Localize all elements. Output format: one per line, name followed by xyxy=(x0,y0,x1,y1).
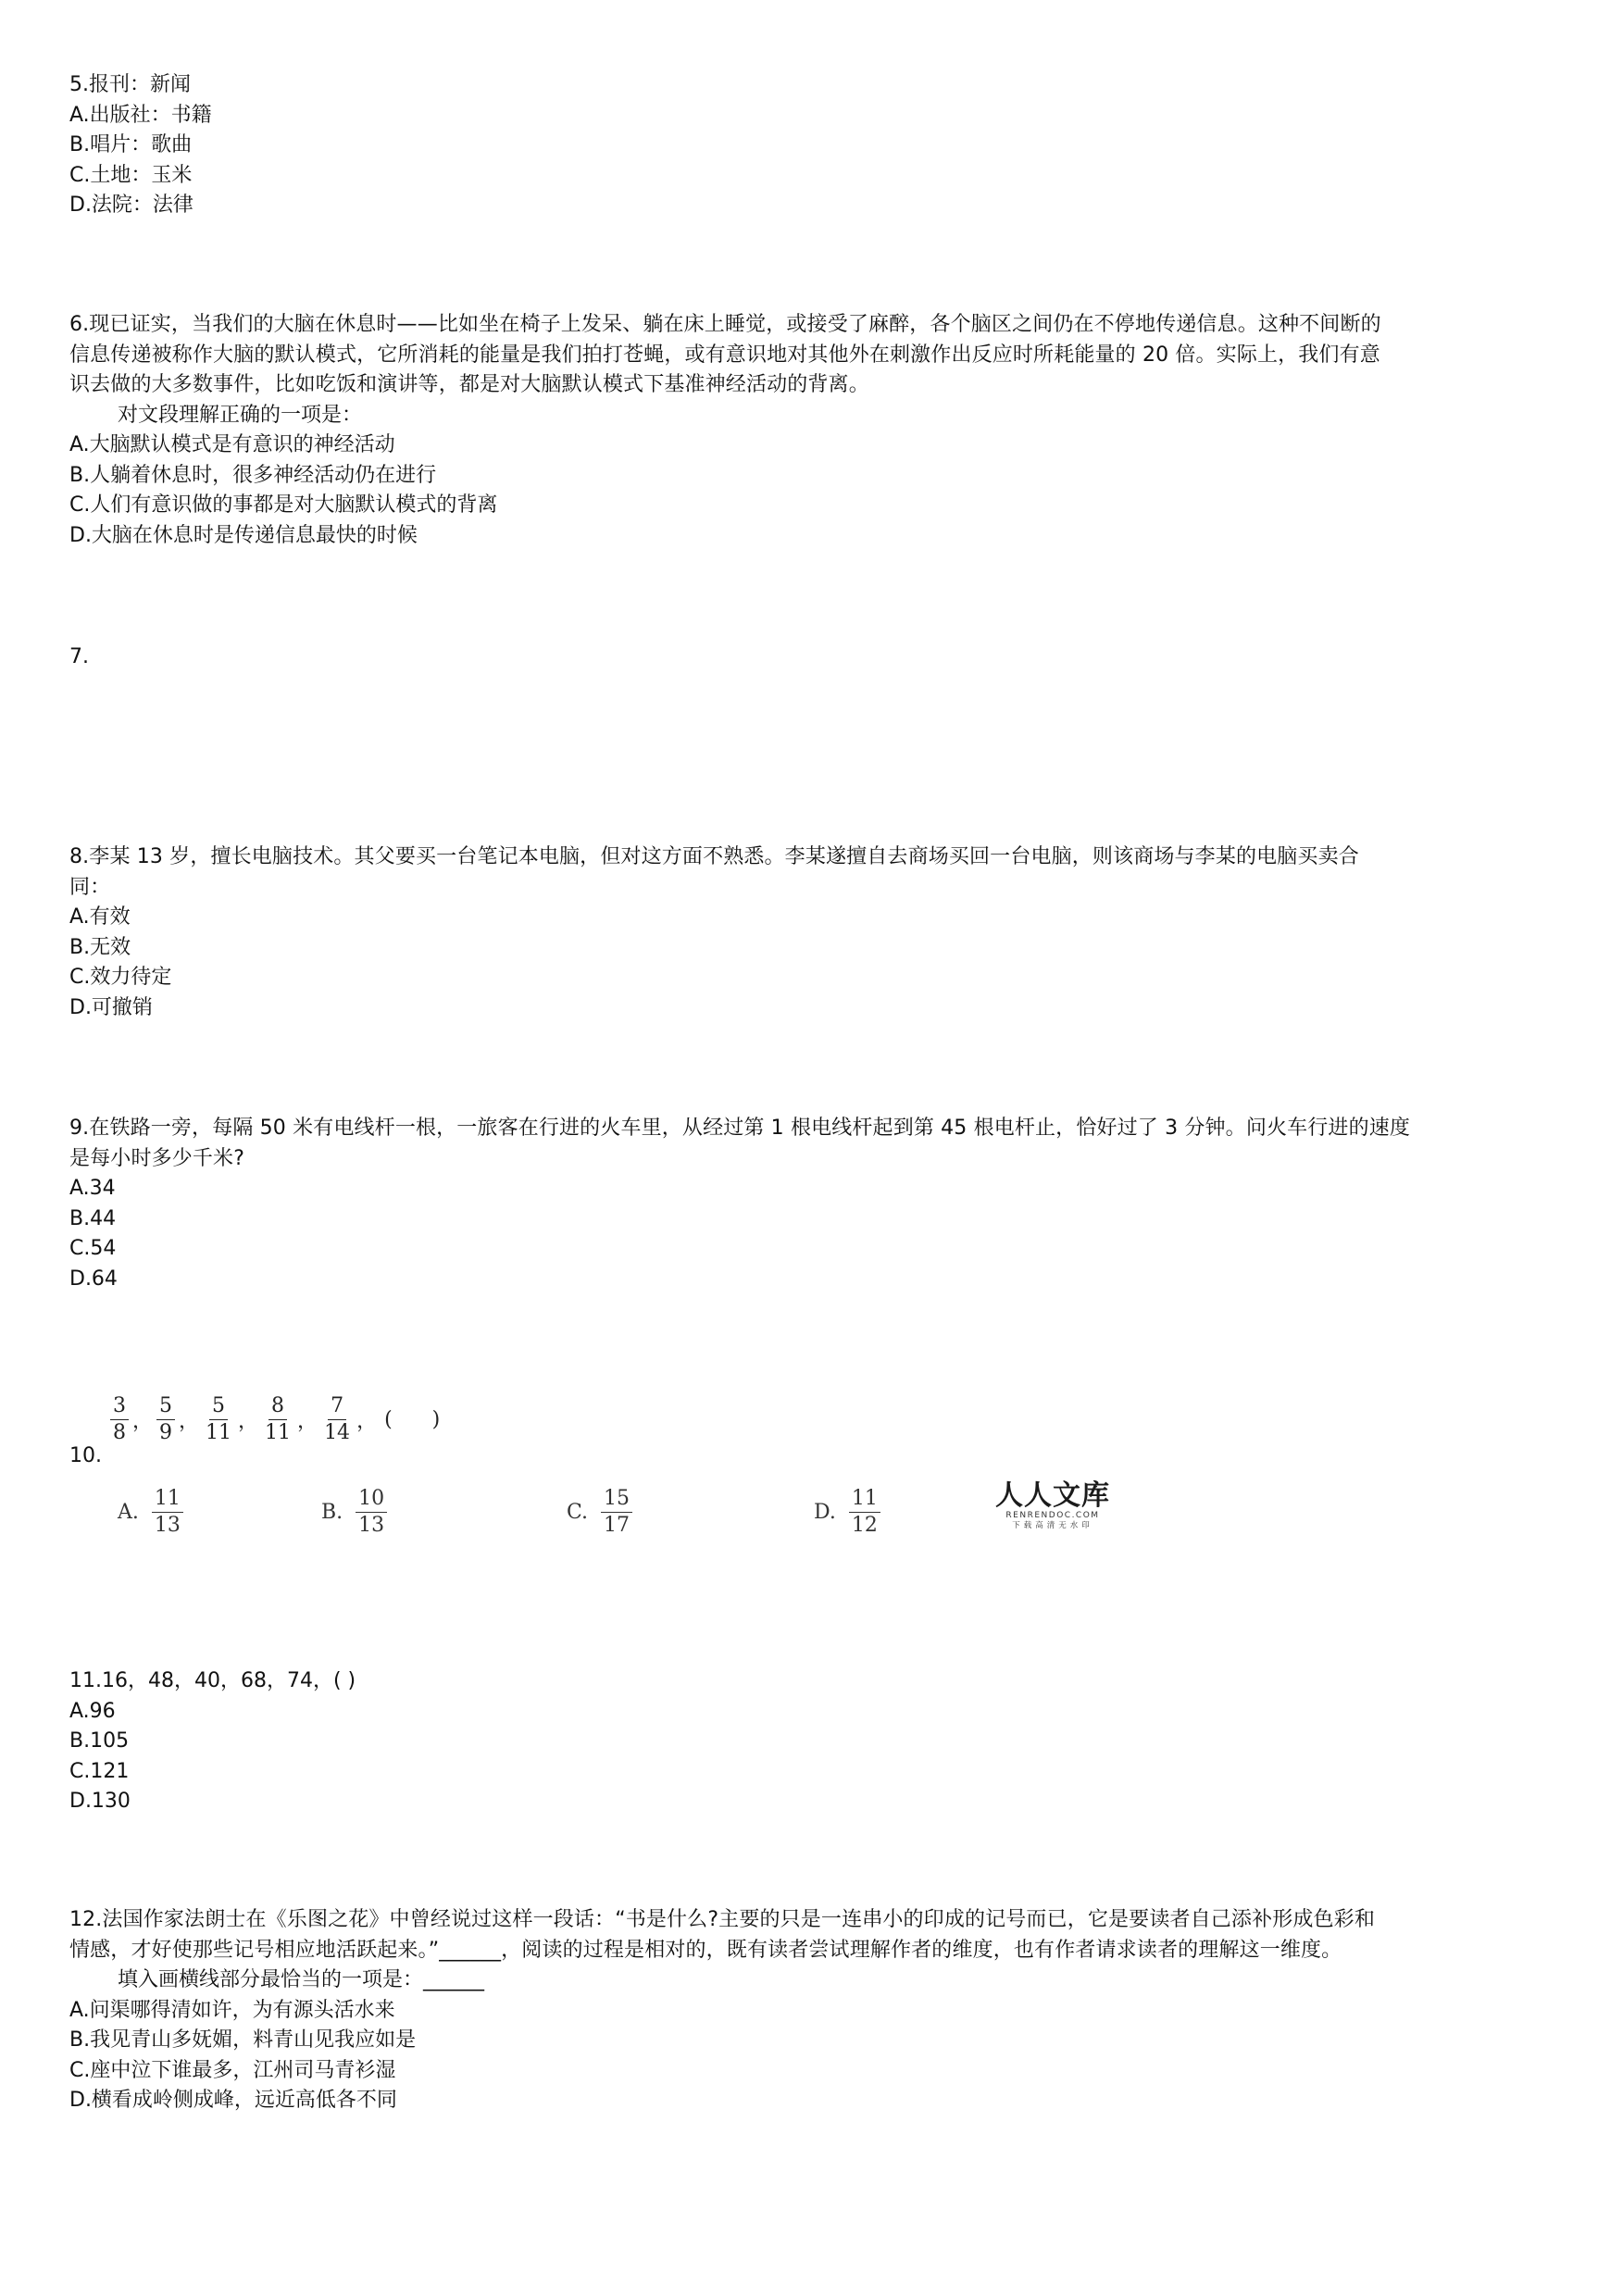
question-7 xyxy=(69,643,1560,673)
fraction-denominator: 13 xyxy=(358,1514,385,1537)
question-prompt: 对文段理解正确的一项是： xyxy=(118,403,363,427)
question-8 xyxy=(69,842,1560,1023)
option-b: B.105 xyxy=(69,1729,130,1753)
fraction-denominator: 11 xyxy=(206,1421,232,1444)
option-c: C.人们有意识做的事都是对大脑默认模式的背离 xyxy=(69,493,498,517)
option-c: C.121 xyxy=(69,1759,130,1783)
question-stem-line: 是每小时多少千米? xyxy=(69,1146,245,1170)
fraction-denominator: 13 xyxy=(154,1514,181,1537)
option-d: D.法院：法律 xyxy=(69,193,194,217)
question-12 xyxy=(69,1905,1560,2116)
fraction-denominator: 11 xyxy=(265,1421,292,1444)
question-stem-line: 12.法国作家法朗士在《乐图之花》中曾经说过这样一段话：“书是什么?主要的只是一连串小的印成的记号而已，它是要读者自己添补形成色彩和 xyxy=(69,1908,1375,1931)
option-fraction xyxy=(152,1489,183,1536)
question-5 xyxy=(69,70,1560,221)
fraction-numerator: 11 xyxy=(849,1489,880,1513)
option-fraction xyxy=(849,1489,880,1536)
question-6 xyxy=(69,310,1560,551)
question-stem-line: 6.现已证实，当我们的大脑在休息时——比如坐在椅子上发呆、躺在床上睡觉，或接受了麻醉，各个脑区之间仍在不停地传递信息。这种不间断的 xyxy=(69,313,1381,336)
fraction-denominator: 14 xyxy=(324,1421,351,1444)
option-letter: B. xyxy=(321,1501,343,1524)
fraction-numerator: 11 xyxy=(152,1489,183,1513)
fraction-sequence xyxy=(108,1396,456,1443)
question-stem: 7. xyxy=(69,645,89,668)
option-b: B.人躺着休息时，很多神经活动仍在进行 xyxy=(69,463,437,487)
sequence-fraction xyxy=(203,1396,234,1443)
option-b: B.44 xyxy=(69,1206,117,1230)
watermark-url: RENRENDOC.COM xyxy=(1005,1511,1100,1520)
question-9 xyxy=(69,1114,1560,1294)
option-d: D.横看成岭侧成峰，远近高低各不同 xyxy=(69,2089,397,2112)
fraction-numerator: 5 xyxy=(156,1396,175,1420)
sequence-fraction xyxy=(321,1396,353,1443)
question-prompt: 填入画横线部分最恰当的一项是：______ xyxy=(118,1968,485,1991)
sequence-separator: ， xyxy=(132,1410,154,1433)
question-stem: 5.报刊：新闻 xyxy=(69,73,191,96)
option-b: B.唱片：歌曲 xyxy=(69,133,193,156)
option-b: B.我见青山多妩媚，料青山见我应如是 xyxy=(69,2028,417,2052)
option-a: A.大脑默认模式是有意识的神经活动 xyxy=(69,433,395,456)
fraction-numerator: 3 xyxy=(110,1396,129,1420)
question-stem: 11.16，48，40，68，74，( ) xyxy=(69,1669,356,1692)
option-c: C.54 xyxy=(69,1237,117,1260)
fraction-numerator: 5 xyxy=(209,1396,228,1420)
fraction-denominator: 8 xyxy=(113,1421,126,1444)
option-a: A.有效 xyxy=(69,905,131,929)
fraction-denominator: 12 xyxy=(851,1514,878,1537)
option-c: C.效力待定 xyxy=(69,966,172,989)
option-a: A.34 xyxy=(69,1177,116,1200)
watermark-title: 人人文库 xyxy=(995,1479,1110,1512)
fraction-numerator: 8 xyxy=(268,1396,287,1420)
question-stem-line: 8.李某 13 岁，擅长电脑技术。其父要买一台笔记本电脑，但对这方面不熟悉。李某遂擅自去商场买回一台电脑，则该商场与李某的电脑买卖合 xyxy=(69,845,1359,868)
question-stem-line: 9.在铁路一旁，每隔 50 米有电线杆一根，一旅客在行进的火车里，从经过第 1 根电线杆起到第 45 根电杆止，恰好过了 3 分钟。问火车行进的速度 xyxy=(69,1117,1411,1140)
sequence-fraction xyxy=(110,1396,129,1443)
question-stem-line: 同： xyxy=(69,875,111,899)
option-b: B.无效 xyxy=(69,935,131,959)
option-a: A.问渠哪得清如许，为有源头活水来 xyxy=(69,1998,395,2022)
option-c: C.土地：玉米 xyxy=(69,163,193,187)
question-number: 10. xyxy=(69,1444,102,1467)
option-d: D.64 xyxy=(69,1267,118,1291)
sequence-separator: ， xyxy=(179,1410,200,1433)
option-c xyxy=(567,1489,634,1536)
option-d: D.大脑在休息时是传递信息最快的时候 xyxy=(69,523,418,547)
sequence-fraction xyxy=(262,1396,293,1443)
option-a: A.出版社：书籍 xyxy=(69,103,212,127)
question-stem-line: 信息传递被称作大脑的默认模式，它所消耗的能量是我们拍打苍蝇，或有意识地对其他外在刺激作出反应时所耗能量的 20 倍。实际上，我们有意 xyxy=(69,343,1380,367)
sequence-separator: ， xyxy=(238,1410,259,1433)
watermark-tagline: 下载高清无水印 xyxy=(1012,1521,1093,1530)
fraction-numerator: 7 xyxy=(328,1396,346,1420)
fraction-numerator: 10 xyxy=(356,1489,387,1513)
option-letter: D. xyxy=(814,1501,836,1524)
option-a xyxy=(118,1489,185,1536)
fraction-numerator: 15 xyxy=(601,1489,632,1513)
sequence-separator: ， xyxy=(297,1410,318,1433)
answer-blank: ( ) xyxy=(384,1408,457,1431)
fraction-denominator: 17 xyxy=(604,1514,630,1537)
question-11 xyxy=(69,1666,1560,1817)
option-fraction xyxy=(601,1489,632,1536)
question-stem-line: 情感，才好使那些记号相应地活跃起来。”______，阅读的过程是相对的，既有读者尝试理解作者的维度，也有作者请求读者的理解这一维度。 xyxy=(69,1938,1342,1962)
question-stem-line: 识去做的大多数事件，比如吃饭和演讲等，都是对大脑默认模式下基准神经活动的背离。 xyxy=(69,373,869,396)
sequence-separator: ， xyxy=(356,1410,378,1433)
option-d: D.可撤销 xyxy=(69,995,153,1019)
option-d: D.130 xyxy=(69,1790,131,1813)
fraction-denominator: 9 xyxy=(159,1421,173,1444)
option-a: A.96 xyxy=(69,1699,116,1723)
option-fraction xyxy=(356,1489,387,1536)
option-b xyxy=(321,1489,389,1536)
option-d xyxy=(814,1489,882,1536)
option-letter: C. xyxy=(567,1501,589,1524)
option-letter: A. xyxy=(118,1501,139,1524)
sequence-fraction xyxy=(156,1396,175,1443)
option-c: C.座中泣下谁最多，江州司马青衫湿 xyxy=(69,2058,396,2082)
watermark-logo xyxy=(983,1481,1122,1531)
